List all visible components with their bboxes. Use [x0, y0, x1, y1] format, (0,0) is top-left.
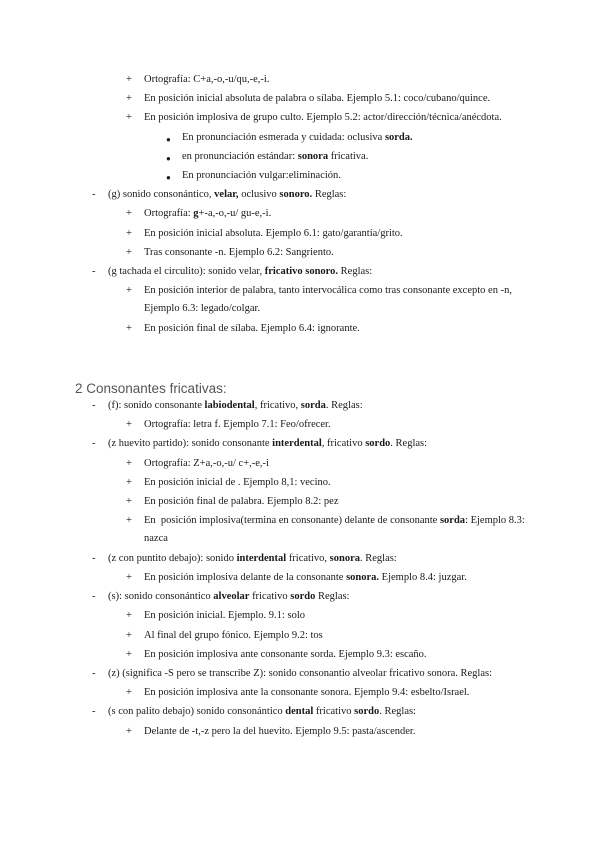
list-item-text: en pronunciación estándar: sonora fricativa.: [182, 150, 369, 162]
bullet-plus-icon: +: [126, 648, 132, 660]
list-item-text: Al final del grupo fónico. Ejemplo 9.2: tos: [144, 629, 323, 641]
bullet-plus-icon: +: [126, 93, 132, 105]
bullet-plus-icon: +: [126, 285, 132, 297]
bullet-dash-icon: -: [92, 552, 96, 564]
bullet-plus-icon: +: [126, 208, 132, 220]
bullet-dash-icon: -: [92, 189, 96, 201]
list-item-text: Ortografía: Z+a,-o,-u/ c+,-e,-i: [144, 457, 269, 469]
list-item-text: (f): sonido consonante labiodental, fricativo, sorda. Reglas:: [108, 400, 363, 411]
list-item-text: (s): sonido consonántico alveolar fricativo sordo Reglas:: [108, 591, 350, 603]
bullet-dash-icon: -: [92, 266, 96, 277]
bullet-plus-icon: +: [126, 687, 132, 699]
bullet-plus-icon: +: [126, 629, 132, 641]
bullet-dot-icon: ●: [166, 153, 171, 163]
list-item-text: En posición implosiva(termina en consonante) delante de consonante sorda: Ejemplo 8.3: nazca: [144, 515, 525, 545]
bullet-plus-icon: +: [126, 112, 132, 124]
list-item-text: (g tachada el circulito): sonido velar, fricativo sonoro. Reglas:: [108, 266, 373, 277]
bullet-dash-icon: -: [92, 438, 96, 450]
list-item-text: En pronunciación vulgar:eliminación.: [182, 170, 341, 181]
list-item-text: Ortografía: g+-a,-o,-u/ gu-e,-i.: [144, 208, 272, 220]
list-item-text: En posición implosiva delante de la consonante sonora. Ejemplo 8.4: juzgar.: [144, 571, 467, 583]
bullet-plus-icon: +: [126, 496, 132, 507]
bullet-plus-icon: +: [126, 74, 132, 85]
list-item-text: En posición final de palabra. Ejemplo 8.2: pez: [144, 496, 339, 507]
list-item-text: En posición implosiva ante consonante sorda. Ejemplo 9.3: escaño.: [144, 648, 427, 660]
bullet-dot-icon: ●: [166, 173, 171, 182]
list-item-text: (z huevito partido): sonido consonante interdental, fricativo sordo. Reglas:: [108, 438, 428, 450]
bullet-plus-icon: +: [126, 571, 132, 583]
list-item-text: (z) (significa -S pero se transcribe Z): sonido consonantio alveolar fricativo sonora. Reglas:: [108, 667, 493, 679]
bullet-plus-icon: +: [126, 515, 132, 527]
bullet-plus-icon: +: [126, 227, 132, 239]
list-item-text: Delante de -t,-z pero la del huevito. Ejemplo 9.5: pasta/ascender.: [144, 725, 416, 737]
list-item-text: En posición implosiva ante la consonante sonora. Ejemplo 9.4: esbelto/Israel.: [144, 687, 470, 699]
list-item-text: En posición inicial absoluta. Ejemplo 6.1: gato/garantía/grito.: [144, 227, 403, 239]
list-item-text: En pronunciación esmerada y cuidada: oclusiva sorda.: [182, 131, 413, 143]
bullet-plus-icon: +: [126, 322, 132, 334]
list-item-text: En posición implosiva de grupo culto. Ejemplo 5.2: actor/dirección/técnica/anécdota.: [144, 112, 502, 124]
list-item-text: En posición final de sílaba. Ejemplo 6.4: ignorante.: [144, 322, 360, 334]
bullet-plus-icon: +: [126, 457, 132, 469]
bullet-dot-icon: ●: [166, 134, 171, 144]
bullet-dash-icon: -: [92, 667, 96, 679]
list-item-text: En posición inicial de . Ejemplo 8,1: vecino.: [144, 476, 331, 488]
section-heading-fricativas: 2 Consonantes fricativas:: [75, 381, 227, 397]
bullet-plus-icon: +: [126, 610, 132, 622]
list-item-text: Ortografía: C+a,-o,-u/qu,-e,-i.: [144, 74, 270, 85]
bullet-dash-icon: -: [92, 706, 96, 718]
bullet-plus-icon: +: [126, 725, 132, 737]
bullet-dash-icon: -: [92, 400, 96, 411]
list-item-text: En posición interior de palabra, tanto intervocálica como tras consonante excepto en -n, Ejemplo 6.3: legado/colgar.: [144, 285, 512, 315]
list-item-text: En posición inicial. Ejemplo. 9.1: solo: [144, 610, 305, 622]
list-item-text: Ortografía: letra f. Ejemplo 7.1: Feo/ofrecer.: [144, 419, 331, 431]
list-item-text: (z con puntito debajo): sonido interdental fricativo, sonora. Reglas:: [108, 552, 397, 564]
list-item-text: (s con palito debajo) sonido consonántico dental fricativo sordo. Reglas:: [108, 706, 416, 718]
bullet-plus-icon: +: [126, 246, 132, 258]
list-item-text: Tras consonante -n. Ejemplo 6.2: Sangriento.: [144, 246, 334, 258]
list-item-text: En posición inicial absoluta de palabra o sílaba. Ejemplo 5.1: coco/cubano/quince.: [144, 93, 491, 105]
bullet-plus-icon: +: [126, 476, 132, 488]
list-item-text: (g) sonido consonántico, velar, oclusivo sonoro. Reglas:: [108, 189, 347, 201]
bullet-plus-icon: +: [126, 419, 132, 431]
bullet-dash-icon: -: [92, 591, 96, 603]
